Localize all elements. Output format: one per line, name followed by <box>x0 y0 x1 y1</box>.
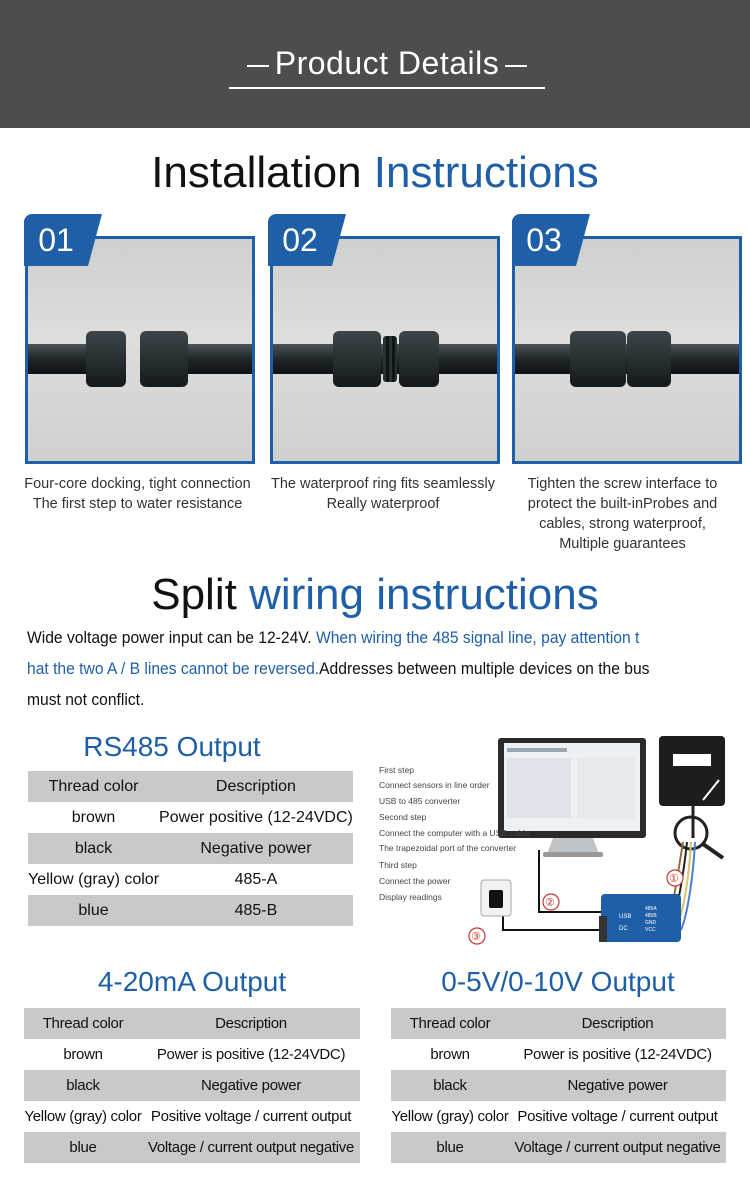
table-row <box>24 1132 360 1163</box>
wiring-heading-blue: wiring instructions <box>249 570 599 619</box>
marker-3: ③ <box>471 931 481 943</box>
volt-table <box>391 1008 726 1163</box>
table-header: Thread color <box>391 1008 509 1039</box>
table-cell: brown <box>430 1046 470 1063</box>
table-row <box>28 864 353 895</box>
table-row <box>24 1039 360 1070</box>
sensor-icon <box>659 736 725 806</box>
table-row <box>391 1039 726 1070</box>
table-cell: black <box>28 833 159 864</box>
table-cell: blue <box>391 1132 509 1163</box>
marker-2: ② <box>545 897 555 909</box>
table-row <box>391 1070 726 1101</box>
table-header-row <box>28 771 353 802</box>
table-cell: Yellow (gray) color <box>391 1108 509 1125</box>
converter-label-gnd: GND <box>645 920 657 926</box>
diagram-step-label: Second step <box>379 812 427 822</box>
step-1-caption-line: Four-core docking, tight connection <box>24 476 251 492</box>
table-header: Description <box>509 1008 726 1039</box>
table-cell: Positive voltage / current output <box>517 1108 718 1125</box>
step-1-number: 01 <box>24 214 88 266</box>
diagram-step-label: The trapezoidal port of the converter <box>379 843 517 853</box>
table-header: Description <box>159 771 353 802</box>
diagram-step-label: Third step <box>379 860 417 870</box>
diagram-step-label: USB to 485 converter <box>379 796 461 806</box>
wiring-heading-black: Split <box>151 570 237 619</box>
converter-icon <box>601 894 681 942</box>
diagram-step-label: Connect the computer with a USB cable <box>379 828 530 838</box>
step-1-caption-line: The first step to water resistance <box>32 496 243 512</box>
table-header-row <box>24 1008 360 1039</box>
table-cell: Power positive (12-24VDC) <box>159 808 353 826</box>
header-title <box>229 37 545 89</box>
table-header: Thread color <box>24 1008 142 1039</box>
table-row <box>28 802 353 833</box>
step-3-caption-line: Multiple guarantees <box>559 536 686 552</box>
ma-title: 4-20mA Output <box>97 966 287 997</box>
diagram-step-label: Connect the power <box>379 876 451 886</box>
ma-table <box>24 1008 360 1163</box>
table-cell: brown <box>63 1046 103 1063</box>
step-2-caption-line: The waterproof ring fits seamlessly <box>270 476 496 492</box>
power-adapter-icon <box>489 890 503 908</box>
converter-label-vcc: VCC <box>645 927 656 933</box>
step-3-caption-line: protect the built-inProbes and <box>527 496 718 512</box>
volt-title: 0-5V/0-10V Output <box>441 966 675 997</box>
table-cell: 485-B <box>159 895 353 926</box>
table-header: Thread color <box>28 771 159 802</box>
step-2-caption <box>258 474 508 514</box>
step-1-photo <box>25 236 255 464</box>
table-cell: Negative power <box>509 1070 726 1101</box>
diagram-step-label: First step <box>379 765 414 775</box>
installation-heading <box>0 148 750 198</box>
paragraph-text: Wide voltage power input can be 12-24V. <box>27 628 312 647</box>
diagram-step-label: Connect sensors in line order <box>379 780 490 790</box>
installation-heading-black: Installation <box>151 148 362 197</box>
rs485-table <box>28 771 353 926</box>
paragraph-text: Addresses between multiple devices on the bus <box>319 659 650 678</box>
table-header: Description <box>142 1008 360 1039</box>
table-cell: Negative power <box>159 833 353 864</box>
header-title-text: Product Details <box>274 45 500 81</box>
step-2-photo <box>270 236 500 464</box>
wiring-paragraph <box>27 622 740 715</box>
converter-label-485a: 485A <box>645 906 657 912</box>
converter-label-usb: USB <box>619 914 632 920</box>
rs485-title: RS485 Output <box>83 731 261 762</box>
table-cell: black <box>391 1070 509 1101</box>
paragraph-highlight: hat the two A / B lines cannot be reversed. <box>27 659 320 678</box>
diagram-step-label: Display readings <box>379 892 442 902</box>
table-row <box>24 1070 360 1101</box>
table-cell: Power is positive (12-24VDC) <box>156 1046 346 1063</box>
table-cell: Negative power <box>142 1070 360 1101</box>
step-2-number: 02 <box>268 214 332 266</box>
step-2-caption-line: Really waterproof <box>326 496 440 512</box>
table-cell: blue <box>24 1132 142 1163</box>
table-cell: black <box>24 1070 142 1101</box>
table-cell: Yellow (gray) color <box>28 864 159 895</box>
table-cell: Voltage / current output negative <box>509 1132 726 1163</box>
table-cell: Yellow (gray) color <box>24 1108 142 1125</box>
table-cell: 485-A <box>234 870 278 888</box>
table-row <box>391 1132 726 1163</box>
table-cell: blue <box>28 895 159 926</box>
table-row <box>28 895 353 926</box>
wiring-diagram <box>373 730 743 950</box>
table-row <box>24 1101 360 1132</box>
step-3-caption <box>505 474 740 554</box>
table-row <box>28 833 353 864</box>
step-1-caption <box>10 474 265 514</box>
step-3-photo <box>512 236 742 464</box>
step-3-number: 03 <box>512 214 576 266</box>
paragraph-text: must not conflict. <box>27 690 145 709</box>
table-cell: Voltage / current output negative <box>142 1132 360 1163</box>
paragraph-highlight: When wiring the 485 signal line, pay attention t <box>311 628 640 647</box>
converter-label-485b: 485B <box>645 913 657 919</box>
step-3-caption-line: cables, strong waterproof, <box>539 516 706 532</box>
step-3-caption-line: Tighten the screw interface to <box>527 476 718 492</box>
table-cell: Power is positive (12-24VDC) <box>523 1046 712 1063</box>
header-banner <box>0 0 750 128</box>
wiring-heading <box>0 570 750 620</box>
installation-heading-blue: Instructions <box>373 148 599 197</box>
wiring-diagram-svg <box>373 730 743 950</box>
table-cell: brown <box>71 808 116 826</box>
table-header-row <box>391 1008 726 1039</box>
marker-1: ① <box>669 873 679 885</box>
table-row <box>391 1101 726 1132</box>
table-cell: Positive voltage / current output <box>150 1108 352 1125</box>
converter-label-dc: DC <box>619 926 628 932</box>
